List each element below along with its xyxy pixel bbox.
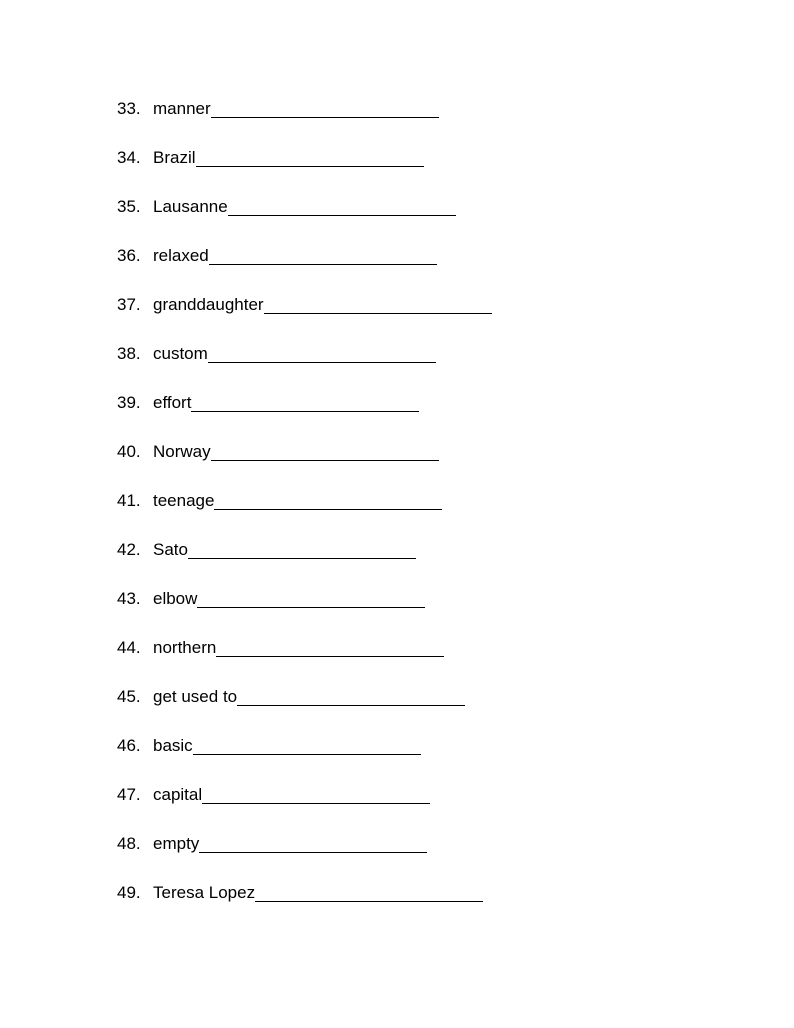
answer-blank[interactable] — [188, 540, 416, 559]
item-number: 45. — [117, 687, 141, 706]
list-item — [117, 758, 492, 807]
item-term: Brazil — [153, 148, 196, 167]
list-item — [117, 513, 492, 562]
item-number: 34. — [117, 148, 141, 167]
list-item — [117, 611, 492, 660]
vocabulary-list — [117, 97, 492, 905]
item-term: granddaughter — [153, 295, 264, 314]
answer-blank[interactable] — [211, 442, 439, 461]
item-number: 35. — [117, 197, 141, 216]
item-term: empty — [153, 834, 200, 853]
list-item — [117, 317, 492, 366]
list-item — [117, 709, 492, 758]
list-item — [117, 219, 492, 268]
answer-blank[interactable] — [237, 687, 465, 706]
answer-blank[interactable] — [214, 491, 442, 510]
list-item — [117, 366, 492, 415]
list-item — [117, 121, 492, 170]
item-number: 40. — [117, 442, 141, 461]
item-number: 36. — [117, 246, 141, 265]
answer-blank[interactable] — [191, 393, 419, 412]
item-number: 42. — [117, 540, 141, 559]
item-term: relaxed — [153, 246, 209, 265]
item-number: 49. — [117, 883, 141, 902]
answer-blank[interactable] — [208, 344, 436, 363]
item-term: northern — [153, 638, 217, 657]
item-term: elbow — [153, 589, 198, 608]
item-term: Norway — [153, 442, 211, 461]
list-item — [117, 170, 492, 219]
answer-blank[interactable] — [211, 99, 439, 118]
item-term: manner — [153, 99, 211, 118]
list-item — [117, 97, 492, 121]
list-item — [117, 464, 492, 513]
answer-blank[interactable] — [202, 785, 430, 804]
list-item — [117, 807, 492, 856]
list-item — [117, 856, 492, 905]
item-term: Teresa Lopez — [153, 883, 256, 902]
answer-blank[interactable] — [196, 148, 424, 167]
item-number: 39. — [117, 393, 141, 412]
answer-blank[interactable] — [216, 638, 444, 657]
answer-blank[interactable] — [228, 197, 456, 216]
item-term: get used to — [153, 687, 238, 706]
item-term: effort — [153, 393, 192, 412]
item-number: 37. — [117, 295, 141, 314]
item-term: teenage — [153, 491, 215, 510]
item-number: 43. — [117, 589, 141, 608]
answer-blank[interactable] — [199, 834, 427, 853]
item-term: basic — [153, 736, 193, 755]
item-term: Lausanne — [153, 197, 228, 216]
item-number: 41. — [117, 491, 141, 510]
list-item — [117, 268, 492, 317]
answer-blank[interactable] — [193, 736, 421, 755]
list-item — [117, 660, 492, 709]
item-number: 44. — [117, 638, 141, 657]
answer-blank[interactable] — [255, 883, 483, 902]
list-item — [117, 415, 492, 464]
item-number: 47. — [117, 785, 141, 804]
item-term: capital — [153, 785, 203, 804]
list-item — [117, 562, 492, 611]
item-number: 33. — [117, 99, 141, 118]
answer-blank[interactable] — [264, 295, 492, 314]
item-number: 46. — [117, 736, 141, 755]
item-number: 48. — [117, 834, 141, 853]
answer-blank[interactable] — [197, 589, 425, 608]
item-number: 38. — [117, 344, 141, 363]
item-term: Sato — [153, 540, 188, 559]
answer-blank[interactable] — [209, 246, 437, 265]
item-term: custom — [153, 344, 208, 363]
